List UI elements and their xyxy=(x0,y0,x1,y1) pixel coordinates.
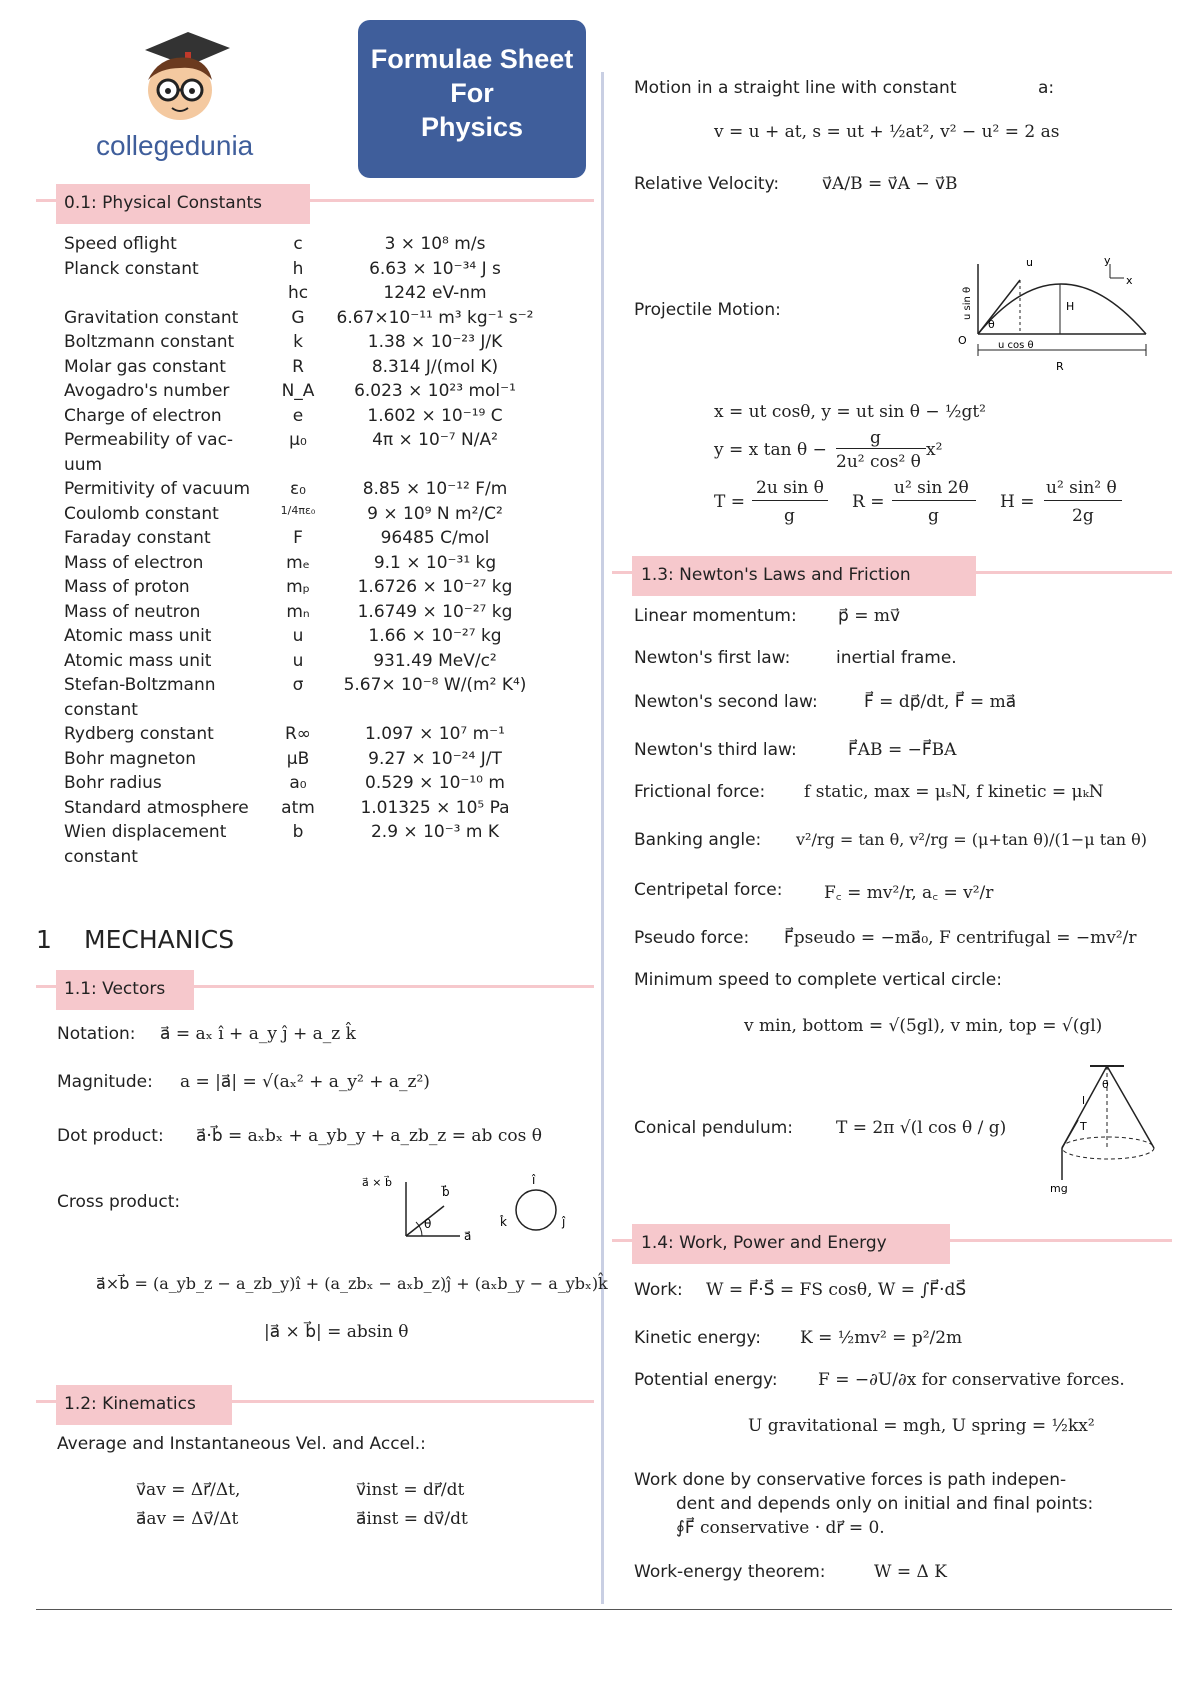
svg-text:θ: θ xyxy=(988,318,995,331)
footer-rule xyxy=(36,1609,1172,1610)
title-box xyxy=(358,20,586,178)
fraction-bar xyxy=(752,500,828,501)
a-inst-equation: a⃗inst = dv⃗/dt xyxy=(356,1509,468,1529)
chapter-number: 1 xyxy=(36,925,52,954)
svg-text:θ: θ xyxy=(424,1217,432,1231)
straight-line-a: a: xyxy=(1038,78,1055,98)
potential-energy-label: Potential energy: xyxy=(634,1370,778,1390)
fraction-bar xyxy=(892,500,976,501)
magnitude-equation: a = |a⃗| = √(aₓ² + a_y² + a_z²) xyxy=(180,1072,430,1092)
svg-text:T: T xyxy=(1080,1120,1087,1133)
projectile-R-num: u² sin 2θ xyxy=(894,478,969,498)
projectile-T-lhs: T = xyxy=(714,492,745,512)
v-avg-equation: v⃗av = Δr⃗/Δt, xyxy=(136,1480,241,1500)
third-law-equation: F⃗AB = −F⃗BA xyxy=(848,740,957,760)
linear-momentum-label: Linear momentum: xyxy=(634,606,797,626)
logo xyxy=(96,22,254,162)
projectile-H-num: u² sin² θ xyxy=(1046,478,1117,498)
logo-text: collegedunia xyxy=(96,130,254,161)
potential-energy-equation: F = −∂U/∂x for conservative forces. xyxy=(818,1370,1125,1390)
conical-pendulum-label: Conical pendulum: xyxy=(634,1118,794,1138)
title-line-1: Formulae Sheet xyxy=(370,44,574,74)
potential-energy-equation-2: U gravitational = mgh, U spring = ½kx² xyxy=(748,1416,1095,1436)
conical-pendulum-diagram xyxy=(1044,1060,1174,1194)
kinetic-energy-equation: K = ½mv² = p²/2m xyxy=(800,1328,963,1348)
first-law-text: inertial frame. xyxy=(836,648,957,668)
cross-label: a⃗ × b⃗ xyxy=(362,1176,392,1189)
work-equation: W = F⃗·S⃗ = FS cosθ, W = ∫F⃗·dS⃗ xyxy=(706,1280,967,1300)
section-label: 1.2: Kinematics xyxy=(64,1394,196,1414)
svg-text:R: R xyxy=(1056,360,1064,373)
straight-line-label: Motion in a straight line with constant xyxy=(634,78,957,98)
projectile-H-lhs: H = xyxy=(1000,492,1035,512)
straight-line-equations: v = u + at, s = ut + ½at², v² − u² = 2 as xyxy=(714,122,1060,142)
projectile-trajectory-num: g xyxy=(870,428,881,448)
svg-text:î: î xyxy=(532,1173,536,1187)
magnitude-label: Magnitude: xyxy=(57,1072,153,1092)
work-label: Work: xyxy=(634,1280,683,1300)
notation-label: Notation: xyxy=(57,1024,136,1044)
column-divider xyxy=(601,72,604,1604)
conservative-text-2: dent and depends only on initial and final points: xyxy=(676,1494,1094,1514)
banking-angle-equation: v²/rg = tan θ, v²/rg = (μ+tan θ)/(1−μ tan θ) xyxy=(796,830,1148,849)
svg-text:a⃗: a⃗ xyxy=(464,1229,472,1242)
projectile-T-den: g xyxy=(784,506,795,526)
conical-pendulum-equation: T = 2π √(l cos θ / g) xyxy=(836,1118,1007,1138)
vertical-circle-label: Minimum speed to complete vertical circle: xyxy=(634,970,1002,990)
friction-label: Frictional force: xyxy=(634,782,766,802)
svg-text:θ: θ xyxy=(1102,1078,1109,1091)
svg-text:u: u xyxy=(1026,256,1033,269)
svg-text:b⃗: b⃗ xyxy=(442,1185,450,1199)
svg-text:H: H xyxy=(1066,300,1075,313)
title-line-2: For xyxy=(450,78,494,108)
svg-text:mg: mg xyxy=(1050,1182,1068,1194)
mascot-icon xyxy=(130,22,250,132)
work-energy-label: Work-energy theorem: xyxy=(634,1562,826,1582)
chapter-title: MECHANICS xyxy=(84,925,235,954)
section-label: 1.3: Newton's Laws and Friction xyxy=(641,565,911,585)
svg-text:k̂: k̂ xyxy=(500,1215,507,1229)
kinetic-energy-label: Kinetic energy: xyxy=(634,1328,761,1348)
a-avg-equation: a⃗av = Δv⃗/Δt xyxy=(136,1509,239,1529)
svg-text:ĵ: ĵ xyxy=(562,1215,566,1229)
fraction-bar xyxy=(836,448,926,449)
section-label: 1.4: Work, Power and Energy xyxy=(641,1233,887,1253)
centripetal-label: Centripetal force: xyxy=(634,880,783,900)
projectile-trajectory-den: 2u² cos² θ xyxy=(836,452,921,472)
second-law-equation: F⃗ = dp⃗/dt, F⃗ = ma⃗ xyxy=(864,692,1017,712)
cross-product-label: Cross product: xyxy=(57,1192,181,1212)
banking-angle-label: Banking angle: xyxy=(634,830,762,850)
second-law-label: Newton's second law: xyxy=(634,692,818,712)
svg-text:y: y xyxy=(1104,254,1111,267)
projectile-R-lhs: R = xyxy=(852,492,885,512)
projectile-xy-equation: x = ut cosθ, y = ut sin θ − ½gt² xyxy=(714,402,986,422)
friction-equation: f static, max = μₛN, f kinetic = μₖN xyxy=(804,782,1104,802)
cross-magnitude-equation: |a⃗ × b⃗| = absin θ xyxy=(264,1322,409,1342)
section-label: 0.1: Physical Constants xyxy=(64,193,263,213)
svg-text:l: l xyxy=(1082,1094,1086,1107)
work-energy-equation: W = Δ K xyxy=(874,1562,947,1582)
projectile-R-den: g xyxy=(928,506,939,526)
svg-text:x: x xyxy=(1126,274,1133,287)
dot-product-label: Dot product: xyxy=(57,1126,164,1146)
notation-equation: a⃗ = aₓ î + a_y ĵ + a_z k̂ xyxy=(160,1024,356,1044)
conservative-text-1: Work done by conservative forces is path indepen- xyxy=(634,1470,1067,1490)
linear-momentum-equation: p⃗ = mv⃗ xyxy=(838,606,901,626)
v-inst-equation: v⃗inst = dr⃗/dt xyxy=(356,1480,465,1500)
constants-table: Speed oflight c 3 × 10⁸ m/s Planck constant h 6.63 × 10⁻³⁴ J s hc 1242 eV-nm Gravitation constant G 6.67×10⁻¹¹ m³ kg⁻¹ s⁻² Boltzmann constant k 1.38 × 10⁻²³ J/K Molar gas constant R 8.314 J/(mol K) Avogadro's number N_A 6.023 × 10²³ mol⁻¹ Charge of electron e 1.602 × 10⁻¹⁹ C Permeability of vac- μ₀ 4π × 10⁻⁷ N/A² uum Permitivity of vacuum ε₀ 8.85 × 10⁻¹² F/m Coulomb constant 1/4πε₀ 9 × 10⁹ N m²/C² Faraday constant F 96485 C/mol Mass of electron mₑ 9.1 × 10⁻³¹ kg Mass of proton mₚ 1.6726 × 10⁻²⁷ kg Mass of neutron mₙ 1.6749 × 10⁻²⁷ kg Atomic mass unit u 1.66 × 10⁻²⁷ kg Atomic mass unit u 931.49 MeV/c² Stefan-Boltzmann σ 5.67× 10⁻⁸ W/(m² K⁴) constant Rydberg constant R∞ 1.097 × 10⁷ m⁻¹ Bohr magneton μB 9.27 × 10⁻²⁴ J/T Bohr radius a₀ 0.529 × 10⁻¹⁰ m Standard atmosphere atm 1.01325 × 10⁵ Pa Wien displacement b 2.9 × 10⁻³ m K constant xyxy=(64,234,534,867)
relative-velocity-equation: v⃗A/B = v⃗A − v⃗B xyxy=(822,174,958,194)
projectile-label: Projectile Motion: xyxy=(634,300,781,320)
projectile-trajectory-tail: x² xyxy=(926,440,943,460)
cross-product-equation: a⃗×b⃗ = (a_yb_z − a_zb_y)î + (a_zbₓ − aₓb_z)ĵ + (aₓb_y − a_ybₓ)k̂ xyxy=(96,1274,608,1293)
title-line-3: Physics xyxy=(420,112,524,142)
svg-text:O: O xyxy=(958,334,967,347)
third-law-label: Newton's third law: xyxy=(634,740,797,760)
pseudo-force-equation: F⃗pseudo = −ma⃗₀, F centrifugal = −mv²/r xyxy=(784,928,1137,948)
kinematics-intro: Average and Instantaneous Vel. and Accel.: xyxy=(57,1434,426,1454)
pseudo-force-label: Pseudo force: xyxy=(634,928,750,948)
first-law-label: Newton's first law: xyxy=(634,648,791,668)
svg-text:u sin θ: u sin θ xyxy=(962,286,973,320)
projectile-T-num: 2u sin θ xyxy=(756,478,824,498)
dot-product-equation: a⃗·b⃗ = aₓbₓ + a_yb_y + a_zb_z = ab cos θ xyxy=(196,1126,542,1146)
vertical-circle-equation: v min, bottom = √(5gl), v min, top = √(gl) xyxy=(744,1016,1103,1036)
section-label: 1.1: Vectors xyxy=(64,979,166,999)
projectile-trajectory-lhs: y = x tan θ − xyxy=(714,440,827,460)
relative-velocity-label: Relative Velocity: xyxy=(634,174,780,194)
centripetal-equation: F꜀ = mv²/r, a꜀ = v²/r xyxy=(824,883,994,903)
conservative-equation: ∮F⃗ conservative · dr⃗ = 0. xyxy=(676,1518,885,1538)
projectile-diagram xyxy=(946,254,1156,376)
fraction-bar xyxy=(1044,500,1122,501)
cross-product-diagram xyxy=(356,1172,596,1242)
svg-text:u cos θ: u cos θ xyxy=(998,340,1034,351)
projectile-H-den: 2g xyxy=(1072,506,1094,526)
